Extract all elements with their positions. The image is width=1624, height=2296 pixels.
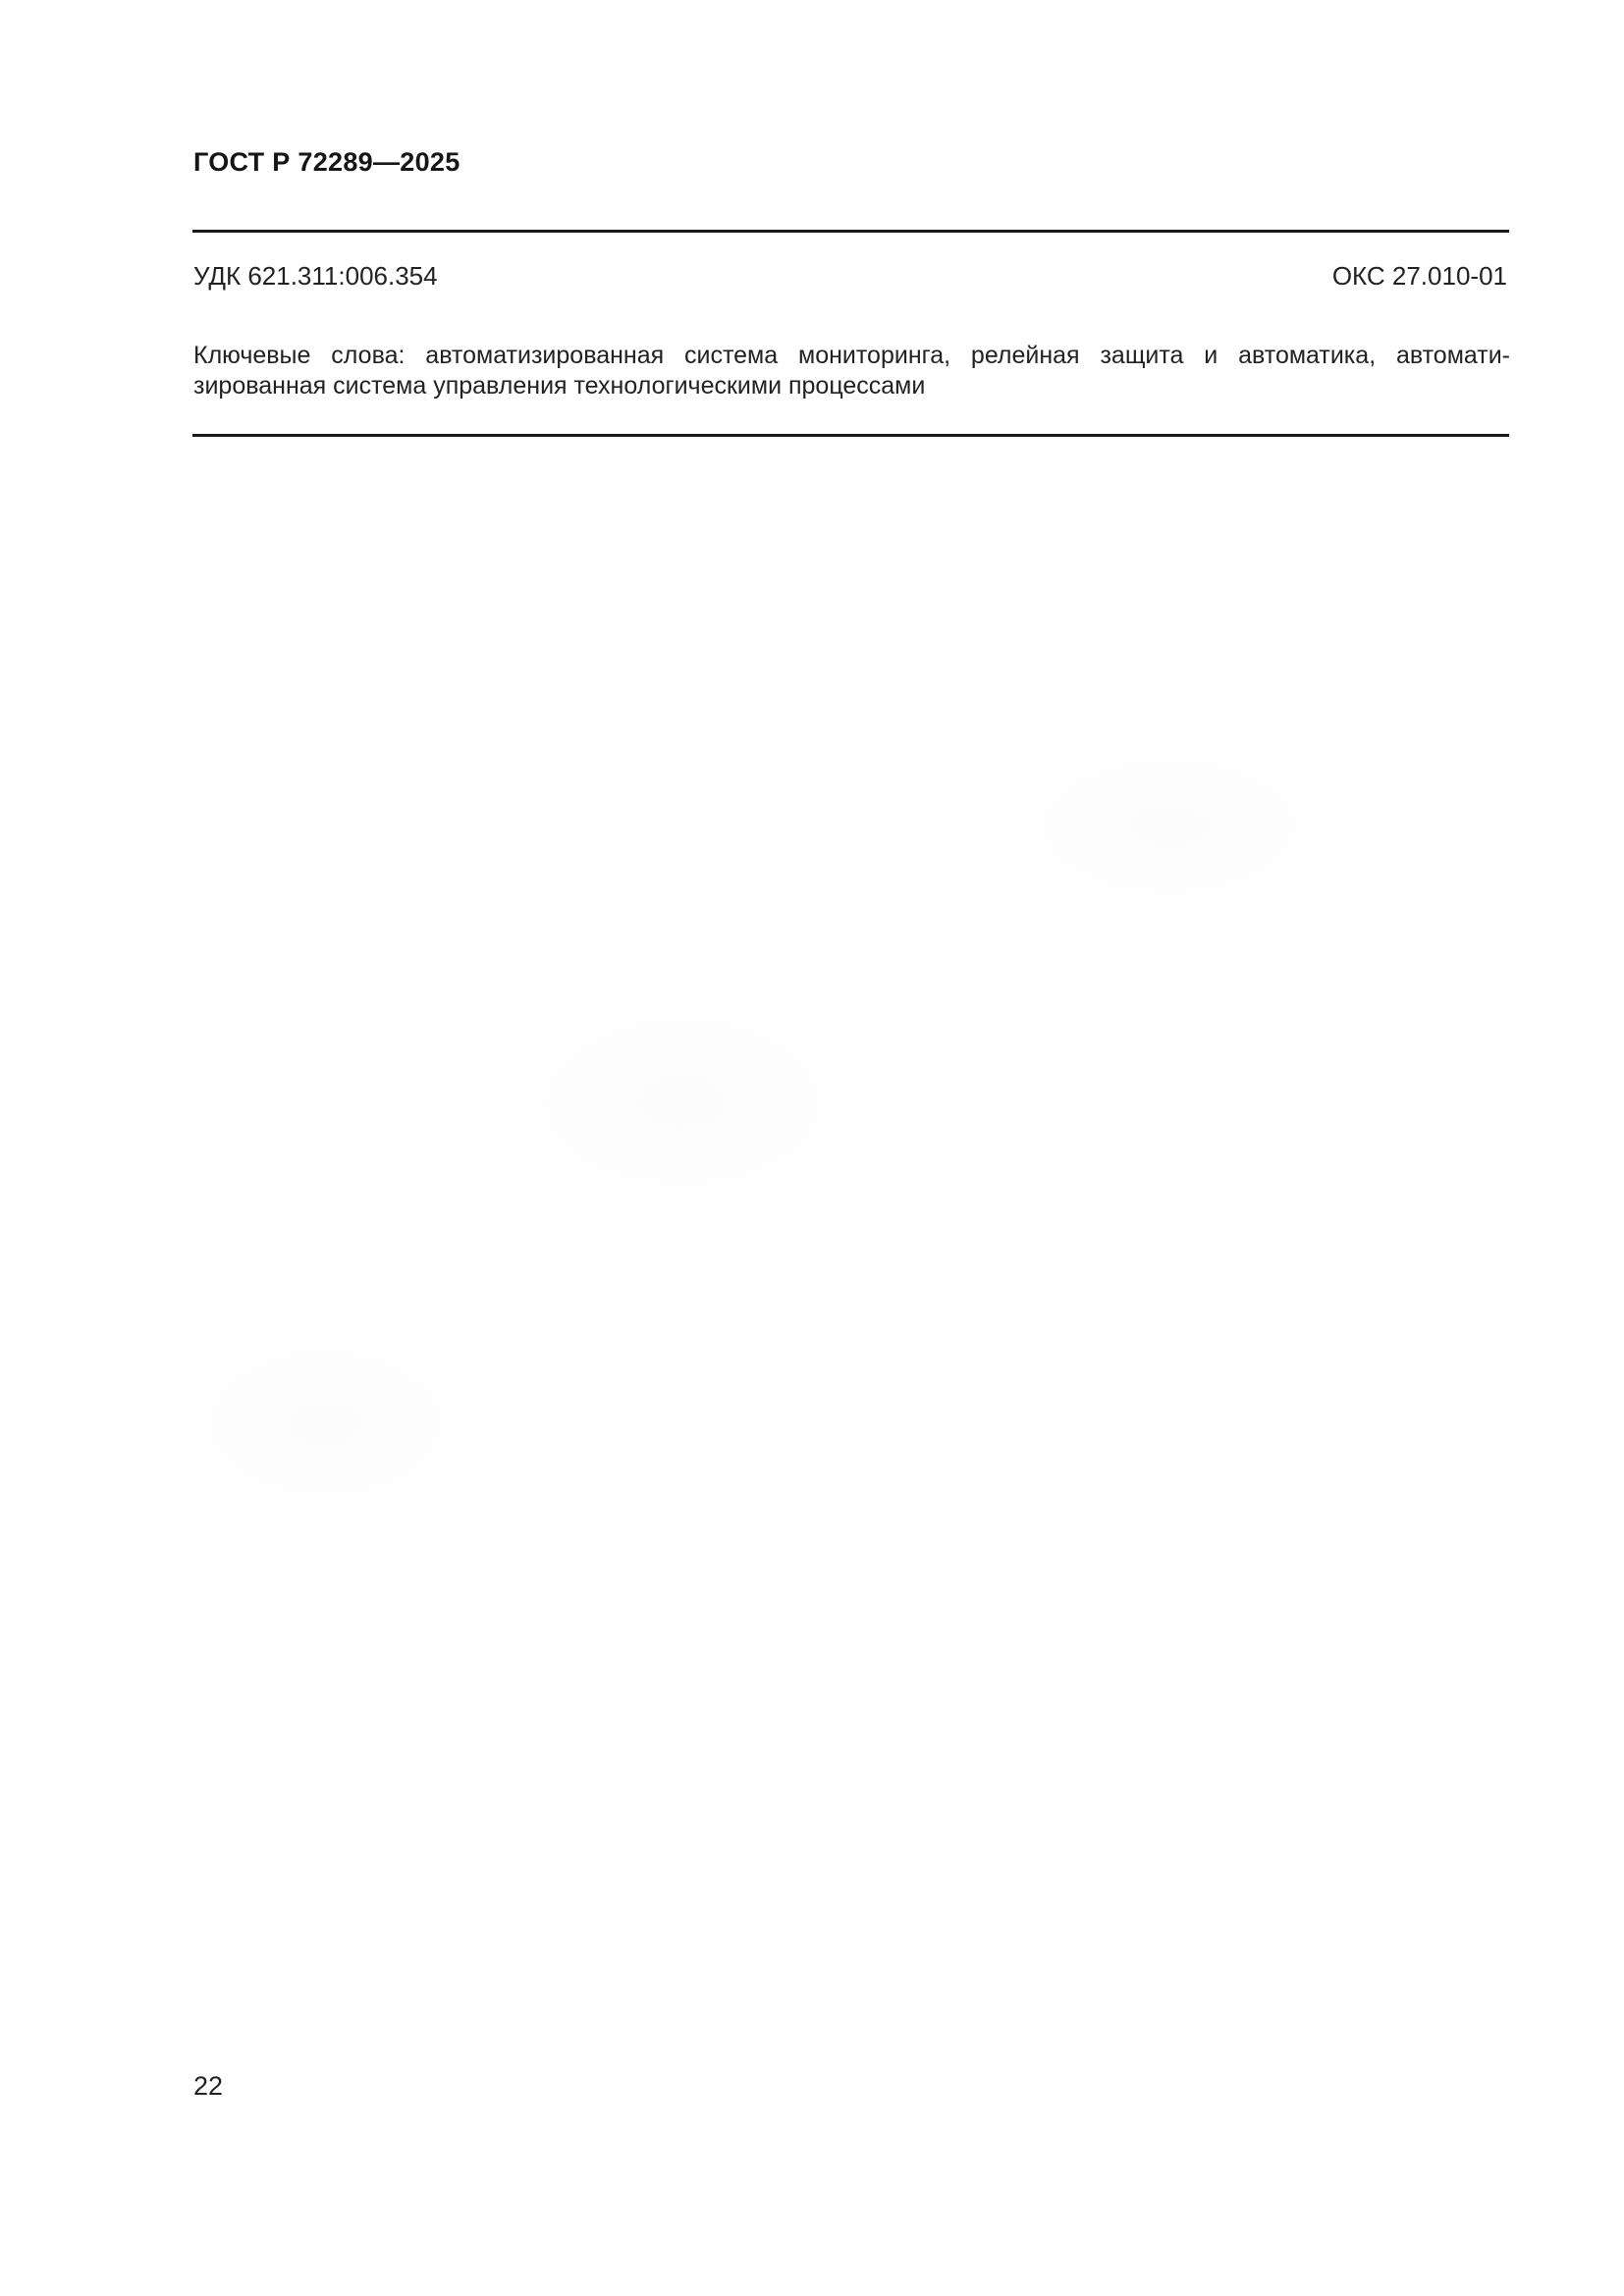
header-divider-rule <box>192 230 1509 233</box>
keywords-line-1: Ключевые слова: автоматизированная система мониторинга, релейная защита и автоматика, автомати- <box>193 342 1510 369</box>
footer-divider-rule <box>192 434 1509 437</box>
standard-number-heading: ГОСТ Р 72289—2025 <box>193 147 460 177</box>
keywords-line-2: зированная система управления технологическими процессами <box>193 372 926 400</box>
classification-row <box>193 263 1507 289</box>
page-number: 22 <box>193 2071 224 2101</box>
udk-code: УДК 621.311:006.354 <box>193 261 438 291</box>
keywords-paragraph <box>193 341 1510 401</box>
oks-code: ОКС 27.010-01 <box>1331 261 1507 291</box>
